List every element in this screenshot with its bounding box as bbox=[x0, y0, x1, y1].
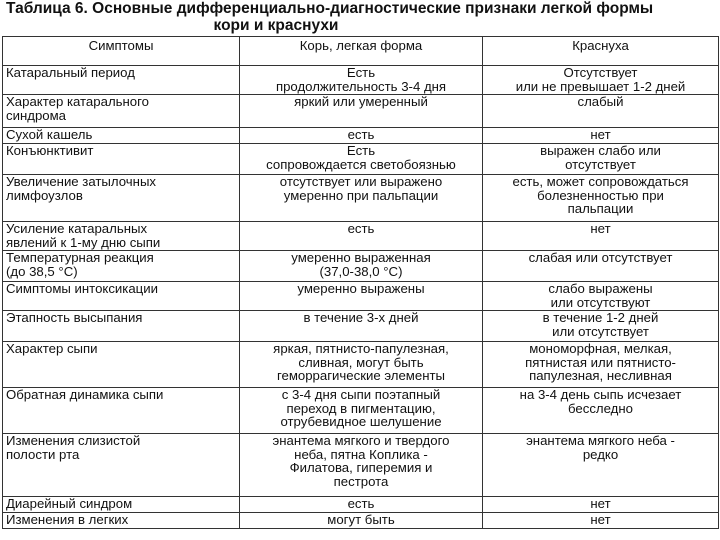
symptom-cell: Увеличение затылочных лимфоузлов bbox=[3, 175, 240, 222]
rubella-cell: энантема мягкого неба - редко bbox=[483, 434, 719, 497]
symptom-cell: Катаральный период bbox=[3, 66, 240, 95]
measles-cell: в течение 3-х дней bbox=[240, 311, 483, 342]
symptom-cell: Изменения слизистой полости рта bbox=[3, 434, 240, 497]
measles-cell: энантема мягкого и твердого неба, пятна Коплика - Филатова, гиперемия и пестрота bbox=[240, 434, 483, 497]
header-symptoms: Симптомы bbox=[3, 37, 240, 66]
measles-cell: с 3-4 дня сыпи поэтапный переход в пигментацию, отрубевидное шелушение bbox=[240, 388, 483, 434]
measles-cell: отсутствует или выражено умеренно при пальпации bbox=[240, 175, 483, 222]
rubella-cell: слабая или отсутствует bbox=[483, 251, 719, 282]
rubella-cell: нет bbox=[483, 497, 719, 513]
table-title bbox=[6, 0, 706, 34]
title-line-1: Таблица 6. Основные дифференциально-диагностические признаки легкой формы bbox=[6, 0, 654, 17]
rubella-cell: нет bbox=[483, 513, 719, 529]
rubella-cell: мономорфная, мелкая, пятнистая или пятнисто- папулезная, несливная bbox=[483, 342, 719, 388]
title-line-2: кори и краснухи bbox=[213, 17, 339, 34]
table-row bbox=[3, 342, 719, 388]
symptom-cell: Обратная динамика сыпи bbox=[3, 388, 240, 434]
symptom-cell: Усиление катаральных явлений к 1-му дню сыпи bbox=[3, 222, 240, 251]
rubella-cell: выражен слабо или отсутствует bbox=[483, 144, 719, 175]
rubella-cell: есть, может сопровождаться болезненностью при пальпации bbox=[483, 175, 719, 222]
measles-cell: есть bbox=[240, 497, 483, 513]
diagnostic-table bbox=[2, 36, 719, 529]
measles-cell: яркий или умеренный bbox=[240, 95, 483, 128]
table-row bbox=[3, 251, 719, 282]
rubella-cell: на 3-4 день сыпь исчезает бесследно bbox=[483, 388, 719, 434]
table-row bbox=[3, 311, 719, 342]
rubella-cell: слабо выражены или отсутствуют bbox=[483, 282, 719, 311]
measles-cell: умеренно выраженная (37,0-38,0 °С) bbox=[240, 251, 483, 282]
measles-cell: Есть сопровождается светобоязнью bbox=[240, 144, 483, 175]
symptom-cell: Диарейный синдром bbox=[3, 497, 240, 513]
rubella-cell: нет bbox=[483, 128, 719, 144]
table-row bbox=[3, 66, 719, 95]
header-measles: Корь, легкая форма bbox=[240, 37, 483, 66]
symptom-cell: Характер сыпи bbox=[3, 342, 240, 388]
rubella-cell: слабый bbox=[483, 95, 719, 128]
symptom-cell: Температурная реакция (до 38,5 °С) bbox=[3, 251, 240, 282]
header-row bbox=[3, 37, 719, 66]
symptom-cell: Изменения в легких bbox=[3, 513, 240, 529]
table-row bbox=[3, 222, 719, 251]
table-row bbox=[3, 144, 719, 175]
measles-cell: есть bbox=[240, 222, 483, 251]
header-rubella: Краснуха bbox=[483, 37, 719, 66]
symptom-cell: Конъюнктивит bbox=[3, 144, 240, 175]
symptom-cell: Сухой кашель bbox=[3, 128, 240, 144]
table-row bbox=[3, 388, 719, 434]
measles-cell: Есть продолжительность 3-4 дня bbox=[240, 66, 483, 95]
symptom-cell: Характер катарального синдрома bbox=[3, 95, 240, 128]
table-row bbox=[3, 497, 719, 513]
measles-cell: могут быть bbox=[240, 513, 483, 529]
rubella-cell: нет bbox=[483, 222, 719, 251]
table-row bbox=[3, 434, 719, 497]
measles-cell: яркая, пятнисто-папулезная, сливная, могут быть геморрагические элементы bbox=[240, 342, 483, 388]
rubella-cell: Отсутствует или не превышает 1-2 дней bbox=[483, 66, 719, 95]
symptom-cell: Этапность высыпания bbox=[3, 311, 240, 342]
measles-cell: умеренно выражены bbox=[240, 282, 483, 311]
measles-cell: есть bbox=[240, 128, 483, 144]
rubella-cell: в течение 1-2 дней или отсутствует bbox=[483, 311, 719, 342]
symptom-cell: Симптомы интоксикации bbox=[3, 282, 240, 311]
table-row bbox=[3, 282, 719, 311]
table-row bbox=[3, 128, 719, 144]
table-row bbox=[3, 513, 719, 529]
table-row bbox=[3, 175, 719, 222]
table-row bbox=[3, 95, 719, 128]
